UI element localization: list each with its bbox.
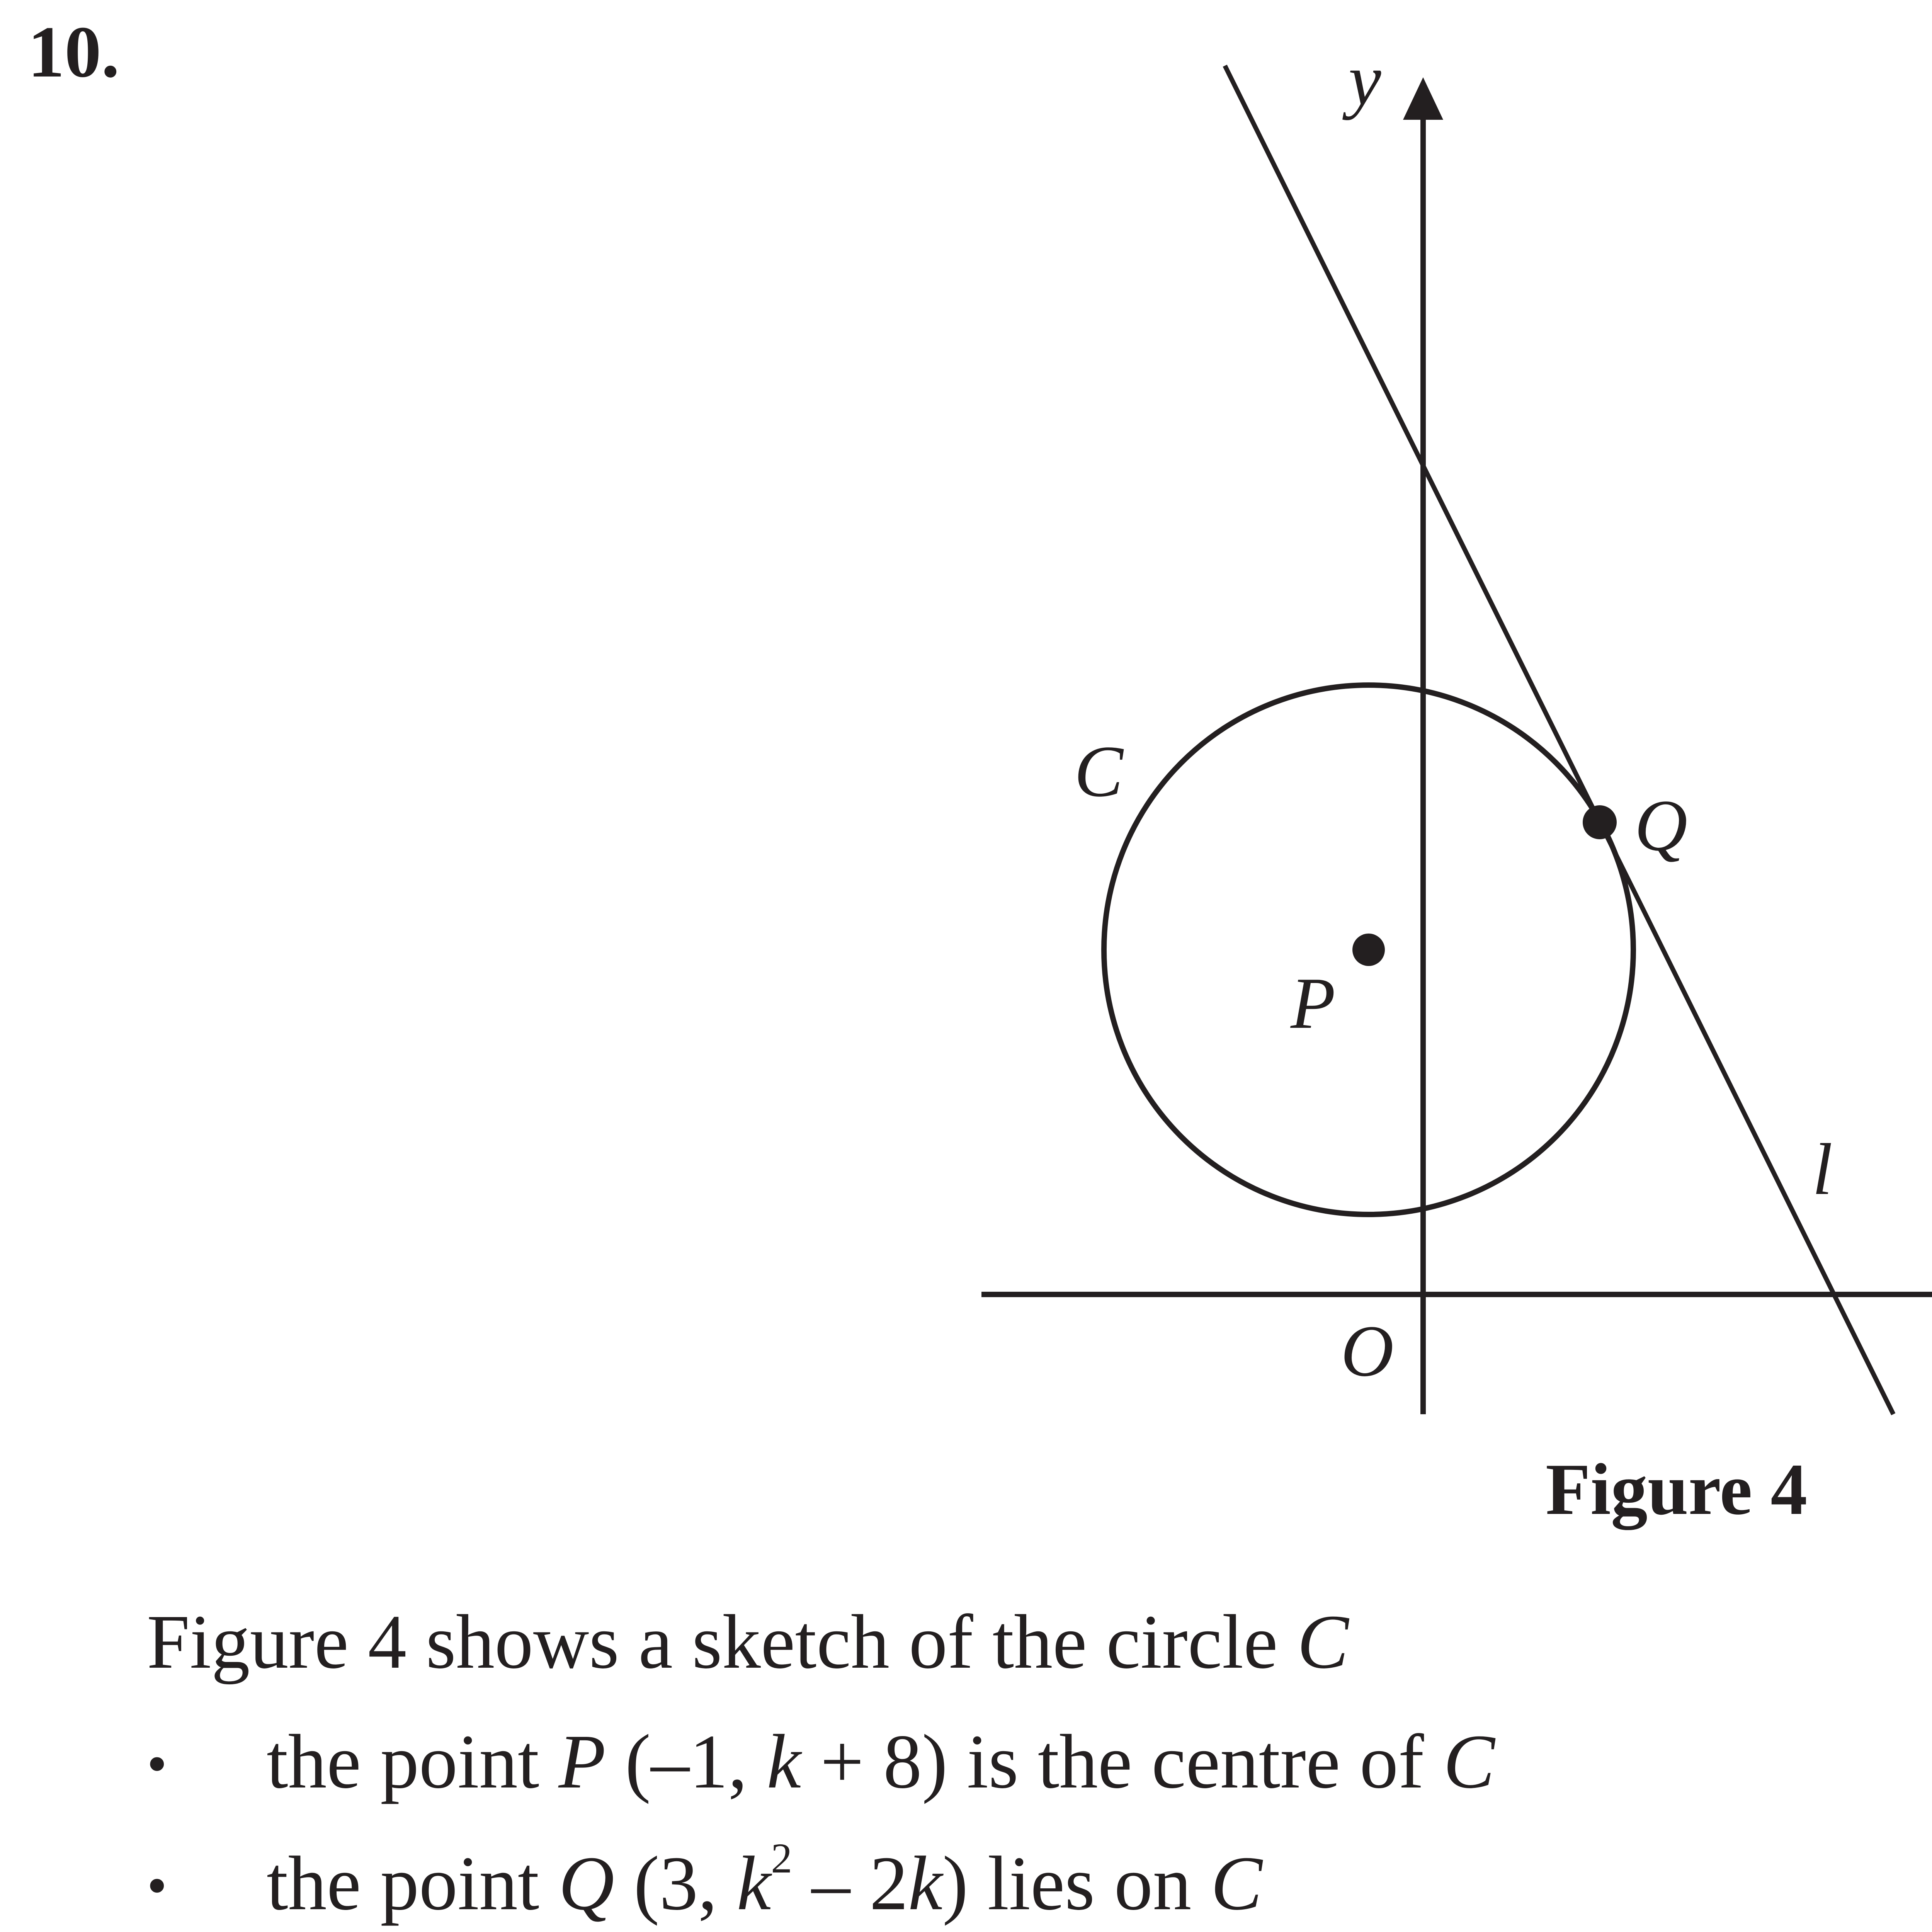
center-point-p bbox=[1352, 934, 1385, 966]
y-axis-label: y bbox=[1349, 39, 1381, 121]
y-axis-arrow-icon bbox=[1403, 77, 1443, 120]
bullet-1-text: the point P (–1, k + 8) is the centre of C bbox=[267, 1719, 1495, 1804]
line-label: l bbox=[1812, 1129, 1833, 1210]
figure-caption: Figure 4 bbox=[1546, 1449, 1808, 1530]
bullet-2-marker: • bbox=[147, 1854, 167, 1918]
question-number: 10. bbox=[28, 12, 120, 93]
bullet-2-text: the point Q (3, $k^2 - 2k$) lies on C bbox=[267, 1835, 1262, 1926]
bullet-1-marker: • bbox=[147, 1732, 167, 1796]
intro-text: Figure 4 shows a sketch of the circle C bbox=[147, 1599, 1349, 1685]
circle-label: C bbox=[1074, 731, 1123, 812]
point-q-label: Q bbox=[1634, 785, 1688, 866]
point-q bbox=[1583, 805, 1617, 839]
center-label: P bbox=[1291, 963, 1336, 1044]
origin-label: O bbox=[1341, 1311, 1394, 1392]
